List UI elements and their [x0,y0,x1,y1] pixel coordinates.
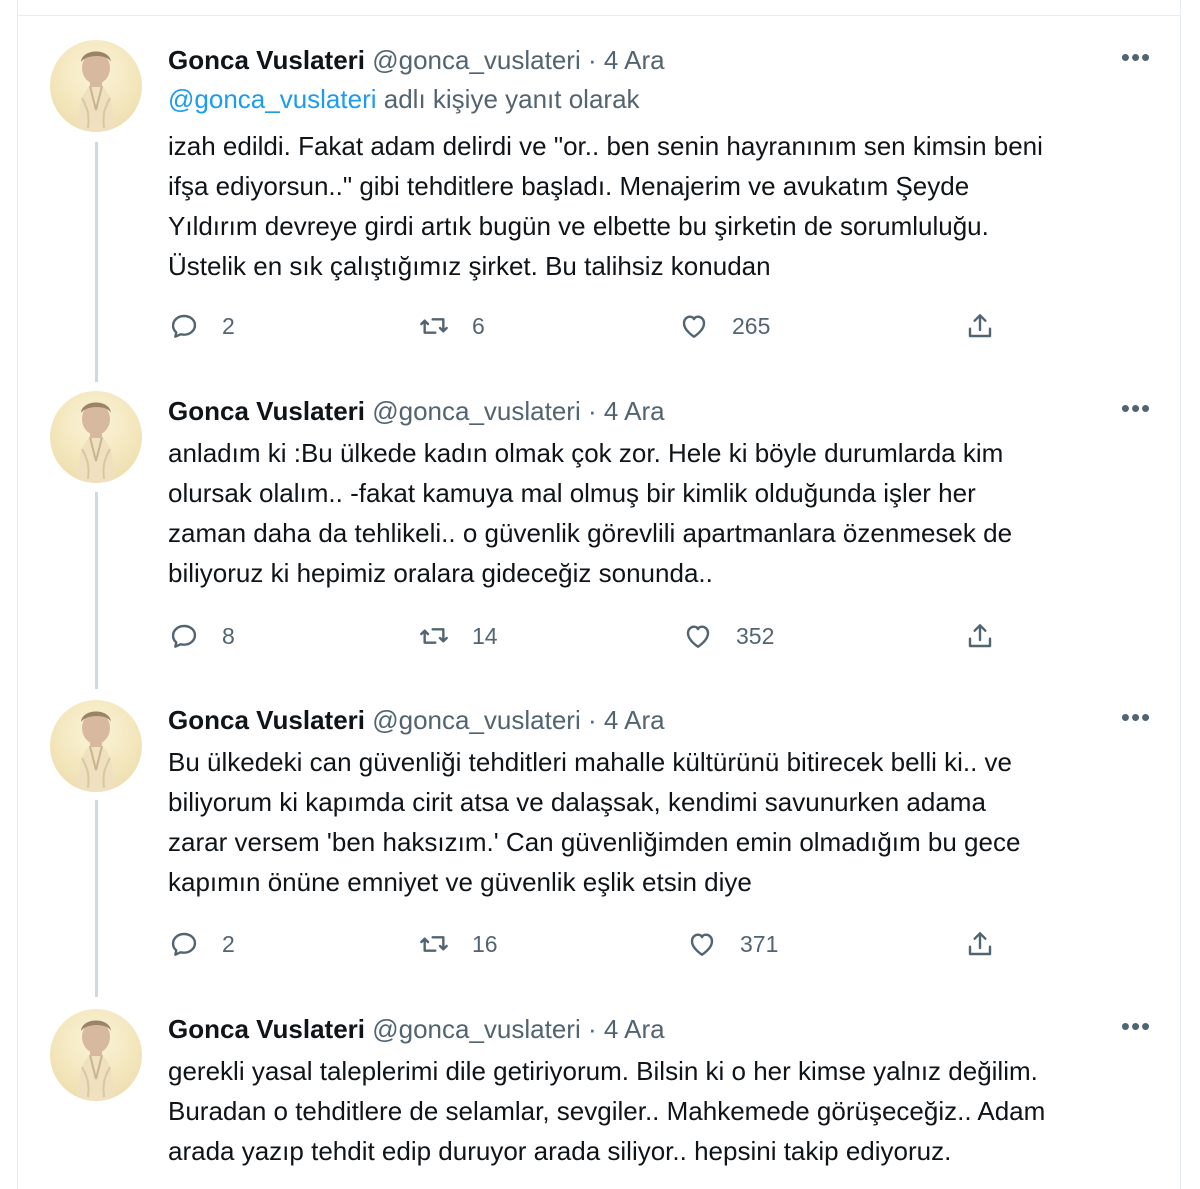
tweet-text-line: Bu ülkedeki can güvenliği tehditleri mahalle kültürünü bitirecek belli ki.. ve [168,747,1013,777]
share-icon [964,928,996,960]
separator-dot: · [587,45,597,75]
author-name[interactable]: Gonca Vuslateri [168,396,365,426]
tweet-text [168,742,1158,902]
author-handle[interactable]: @gonca_vuslateri [372,1014,581,1044]
tweet-actions [168,926,1028,962]
like-button[interactable] [678,308,770,344]
retweet-button[interactable] [418,618,498,654]
like-count: 371 [740,930,779,957]
avatar[interactable] [50,40,142,132]
reply-mention-link[interactable]: @gonca_vuslateri [168,84,377,114]
reply-icon [168,310,200,342]
tweet-actions [168,618,1028,654]
reply-context-text: adlı kişiye yanıt olarak [383,84,640,114]
like-button[interactable] [686,926,778,962]
reply-icon [168,928,200,960]
retweet-icon [418,928,450,960]
author-name[interactable]: Gonca Vuslateri [168,45,365,75]
tweet-text [168,126,1158,286]
retweet-count: 6 [472,312,485,339]
tweet-date[interactable]: 4 Ara [603,705,665,735]
retweet-button[interactable] [418,308,485,344]
reply-button[interactable] [168,308,235,344]
reply-button[interactable] [168,926,235,962]
tweet-header [168,1013,665,1045]
reply-button[interactable] [168,618,235,654]
retweet-count: 16 [472,930,498,957]
tweet-date[interactable]: 4 Ara [603,1014,665,1044]
reply-count: 2 [222,312,235,339]
tweet-text-line: anladım ki :Bu ülkede kadın olmak çok zor. Hele ki böyle durumlarda kim [168,438,1004,468]
reply-count: 8 [222,622,235,649]
like-icon [686,928,718,960]
author-handle[interactable]: @gonca_vuslateri [372,45,581,75]
tweet-text-line: izah edildi. Fakat adam delirdi ve "or.. ben senin hayranınım sen kimsin beni [168,131,1043,161]
tweet-date[interactable]: 4 Ara [603,45,665,75]
tweet-text-line: biliyorum ki kapımda cirit atsa ve dalaşsak, kendimi savunurken adama [168,787,986,817]
like-button[interactable] [682,618,774,654]
avatar[interactable] [50,391,142,483]
tweet-text-line: zaman daha da tehlikeli.. o güvenlik görevlili apartmanlara özenmesek de [168,518,1013,548]
share-icon [964,620,996,652]
top-divider [17,0,1181,16]
retweet-button[interactable] [418,926,498,962]
separator-dot: · [587,1014,597,1044]
separator-dot: · [587,705,597,735]
more-icon[interactable]: ••• [1120,42,1152,72]
author-name[interactable]: Gonca Vuslateri [168,705,365,735]
share-button[interactable] [964,926,996,962]
thread-connector [95,800,98,997]
more-icon[interactable]: ••• [1120,393,1152,423]
tweet-header [168,44,665,76]
retweet-icon [418,310,450,342]
tweet-text-line: Yıldırım devreye girdi artık bugün ve elbette bu şirketin de sorumluluğu. [168,211,989,241]
retweet-icon [418,620,450,652]
tweet-text [168,1051,1158,1171]
like-count: 265 [732,312,771,339]
tweet-text-line: Buradan o tehditlere de selamlar, sevgiler.. Mahkemede görüşeceğiz.. Adam [168,1096,1046,1126]
separator-dot: · [587,396,597,426]
tweet-date[interactable]: 4 Ara [603,396,665,426]
author-handle[interactable]: @gonca_vuslateri [372,396,581,426]
share-button[interactable] [964,618,996,654]
like-count: 352 [736,622,775,649]
tweet-text-line: kapımın önüne emniyet ve güvenlik eşlik etsin diye [168,867,752,897]
more-icon[interactable]: ••• [1120,702,1152,732]
tweet-text-line: arada yazıp tehdit edip duruyor arada siliyor.. hepsini takip ediyoruz. [168,1136,952,1166]
tweet-text-line: ifşa ediyorsun.." gibi tehditlere başladı. Menajerim ve avukatım Şeyde [168,171,970,201]
thread-connector [95,142,98,382]
tweet-header [168,704,665,736]
author-name[interactable]: Gonca Vuslateri [168,1014,365,1044]
reply-count: 2 [222,930,235,957]
tweet-text-line: olursak olalım.. -fakat kamuya mal olmuş bir kimlik olduğunda işler her [168,478,976,508]
reply-icon [168,620,200,652]
tweet-text-line: gerekli yasal taleplerimi dile getiriyorum. Bilsin ki o her kimse yalnız değilim. [168,1056,1038,1086]
tweet-text [168,433,1158,593]
tweet-actions [168,308,1028,344]
author-handle[interactable]: @gonca_vuslateri [372,705,581,735]
avatar[interactable] [50,1009,142,1101]
retweet-count: 14 [472,622,498,649]
tweet-text-line: Üstelik en sık çalıştığımız şirket. Bu talihsiz konudan [168,251,771,281]
tweet-text-line: zarar versem 'ben haksızım.' Can güvenliğimden emin olmadığım bu gece [168,827,1021,857]
like-icon [682,620,714,652]
share-button[interactable] [964,308,996,344]
tweet-text-line: biliyoruz ki hepimiz oralara gideceğiz sonunda.. [168,558,713,588]
avatar[interactable] [50,700,142,792]
share-icon [964,310,996,342]
like-icon [678,310,710,342]
thread-connector [95,492,98,689]
tweet-header [168,395,665,427]
more-icon[interactable]: ••• [1120,1011,1152,1041]
reply-context [168,84,640,115]
